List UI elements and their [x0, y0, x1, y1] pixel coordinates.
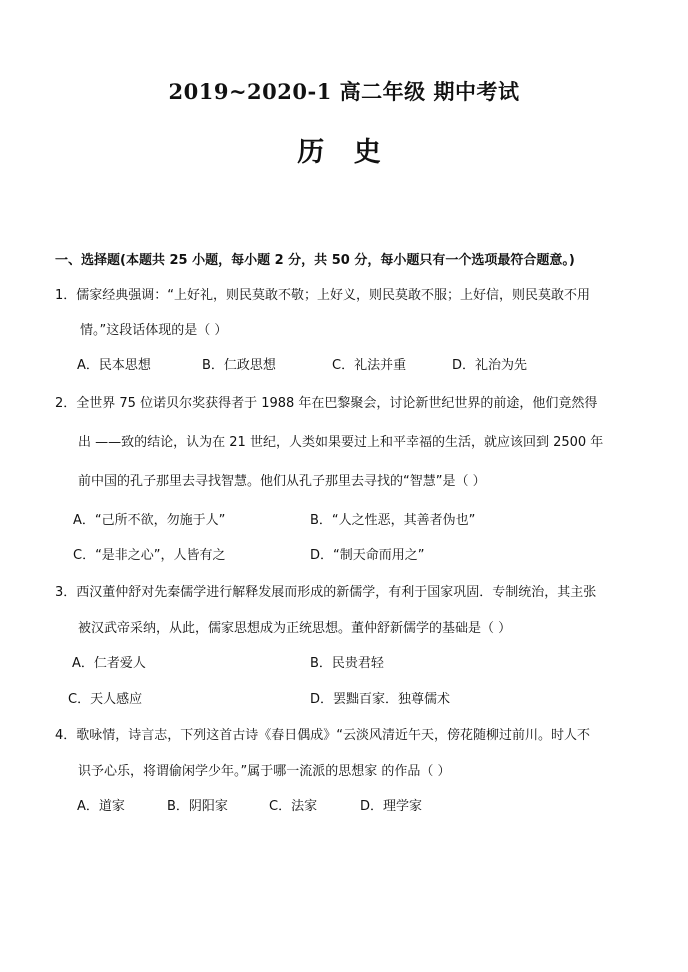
- question-3-option-a: A．仁者爱人: [72, 656, 146, 671]
- question-1-line-1: 1．儒家经典强调：“上好礼，则民莫敢不敬；上好义，则民莫敢不服；上好信，则民莫敢不用: [55, 288, 591, 303]
- question-2-line-3: 前中国的孔子那里去寻找智慧。他们从孔子那里去寻找的“智慧”是（ ）: [78, 474, 486, 489]
- question-4-option-d: D．理学家: [360, 799, 423, 814]
- question-2-option-a: A．“己所不欲，勿施于人”: [73, 513, 226, 528]
- question-4-option-a: A．道家: [77, 799, 125, 814]
- question-3-line-1: 3．西汉董仲舒对先秦儒学进行解释发展而形成的新儒学，有利于国家巩固．专制统治，其主张: [55, 585, 597, 600]
- question-2-line-1: 2．全世界 75 位诺贝尔奖获得者于 1988 年在巴黎聚会，讨论新世纪世界的前途，他们竟然得: [55, 396, 598, 411]
- question-3-option-c: C．天人感应: [68, 692, 143, 707]
- question-1-option-a: A．民本思想: [77, 358, 151, 373]
- question-3-option-b: B．民贵君轻: [310, 656, 384, 671]
- question-2-option-b: B．“人之性恶，其善者伪也”: [310, 513, 476, 528]
- question-1-line-2: 情。”这段话体现的是（ ）: [80, 323, 228, 338]
- section-heading: 一、选择题(本题共 25 小题，每小题 2 分，共 50 分，每小题只有一个选项最符合题意。): [55, 253, 575, 268]
- subject-title: 历 史: [297, 137, 391, 168]
- question-4-option-b: B．阴阳家: [167, 799, 228, 814]
- question-2-option-d: D．“制天命而用之”: [310, 548, 425, 563]
- question-2-option-c: C．“是非之心”，人皆有之: [73, 548, 226, 563]
- question-1-option-c: C．礼法并重: [332, 358, 407, 373]
- question-4-line-2: 识予心乐，将谓偷闲学少年。”属于哪一流派的思想家 的作品（ ）: [78, 764, 451, 779]
- question-2-line-2: 出 ——致的结论，认为在 21 世纪，人类如果要过上和平幸福的生活，就应该回到 2500 年: [78, 435, 604, 450]
- question-1-option-b: B．仁政思想: [202, 358, 276, 373]
- question-1-option-d: D．礼治为先: [452, 358, 528, 373]
- question-4-option-c: C．法家: [269, 799, 318, 814]
- question-3-option-d: D．罢黜百家．独尊儒术: [310, 692, 451, 707]
- question-4-line-1: 4．歌咏情，诗言志，下列这首古诗《春日偶成》“云淡风清近午天，傍花随柳过前川。时人不: [55, 728, 591, 743]
- exam-title: 2019~2020-1 高二年级 期中考试: [168, 79, 520, 104]
- question-3-line-2: 被汉武帝采纳，从此，儒家思想成为正统思想。董仲舒新儒学的基础是（ ）: [78, 621, 512, 636]
